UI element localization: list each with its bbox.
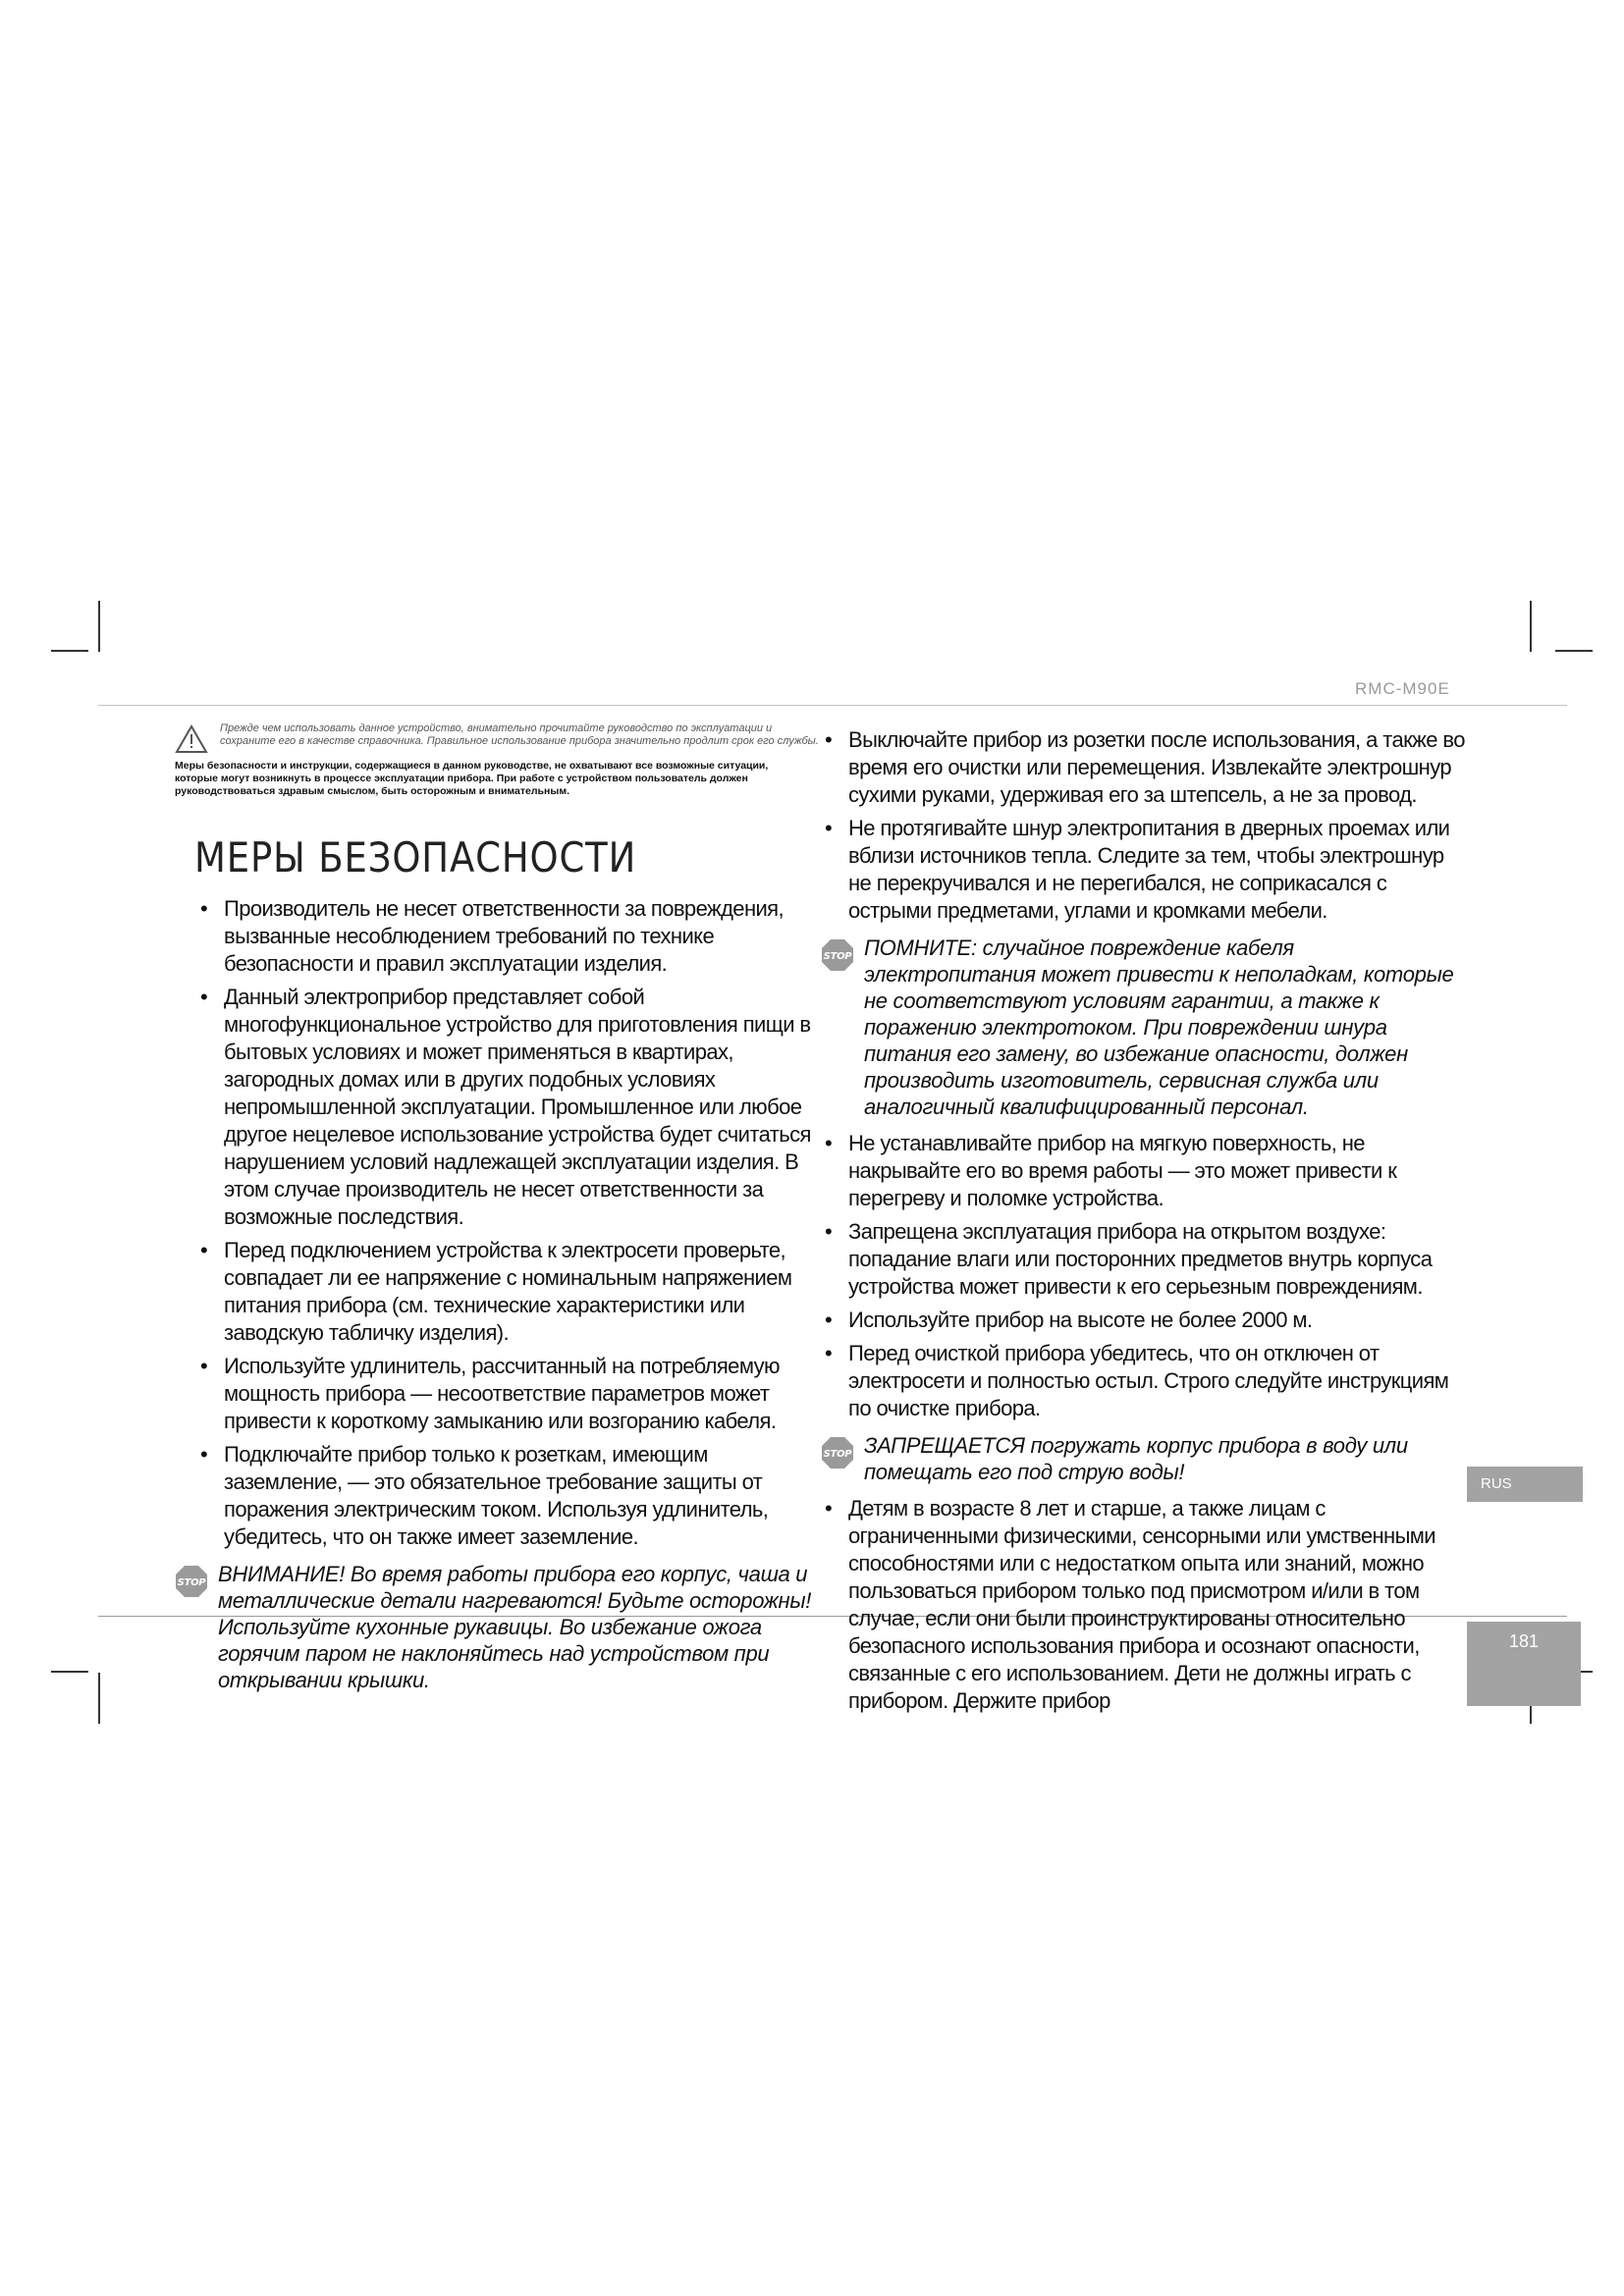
crop-mark: [98, 601, 100, 652]
model-name: RMC-M90E: [1355, 679, 1450, 698]
list-item: • Используйте прибор на высоте не более 2000 м.: [821, 1307, 1469, 1334]
left-bullet-list: [196, 895, 823, 1551]
right-bullet-list-c: [821, 1495, 1469, 1715]
section-title: МЕРЫ БЕЗОПАСНОСТИ: [194, 833, 637, 881]
intro-notice-italic: Прежде чем использовать данное устройство, внимательно прочитайте руководство по эксплуатации и сохраните его в качестве справочника. Правильное использование прибора значительно продлит срок его службы.: [220, 722, 819, 747]
left-column: [175, 722, 823, 1703]
list-item: • Не устанавливайте прибор на мягкую поверхность, не накрывайте его во время работы — это может привести к перегреву и поломке устройства.: [821, 1130, 1469, 1212]
list-item: • Подключайте прибор только к розеткам, имеющим заземление, — это обязательное требование защиты от поражения электрическим током. Используя удлинитель, убедитесь, что он также имеет заземление.: [196, 1441, 823, 1551]
list-item: • Производитель не несет ответственности за повреждения, вызванные несоблюдением требований по технике безопасности и правил эксплуатации изделия.: [196, 895, 823, 978]
stop-warning: [175, 1561, 823, 1693]
list-item: • Перед подключением устройства к электросети проверьте, совпадает ли ее напряжение с номинальным напряжением питания прибора (см. технические характеристики или заводскую табличку изделия).: [196, 1237, 823, 1347]
crop-mark: [1530, 601, 1532, 652]
crop-mark: [51, 1671, 88, 1673]
list-item: • Запрещена эксплуатация прибора на открытом воздухе: попадание влаги или посторонних предметов внутрь корпуса устройства может привести к его серьезным повреждениям.: [821, 1218, 1469, 1301]
crop-mark: [51, 650, 88, 652]
list-item: • Перед очисткой прибора убедитесь, что он отключен от электросети и полностью остыл. Строго следуйте инструкциям по очистке прибора.: [821, 1340, 1469, 1422]
stop-warning: [821, 934, 1469, 1120]
warning-triangle-icon: [175, 724, 208, 754]
list-item: • Используйте удлинитель, рассчитанный на потребляемую мощность прибора — несоответствие параметров может привести к короткому замыканию или возгоранию кабеля.: [196, 1353, 823, 1435]
header-rule: [98, 705, 1567, 706]
crop-mark: [1555, 650, 1593, 652]
stop-warning-text: ЗАПРЕЩАЕТСЯ погружать корпус прибора в воду или помещать его под струю воды!: [864, 1433, 1408, 1484]
stop-sign-icon: [175, 1565, 208, 1598]
stop-warning-text: ПОМНИТЕ: случайное повреждение кабеля электропитания может привести к неполадкам, которые не соответствуют условиям гарантии, а также к поражению электротоком. При повреждении шнура питания его замену, во избежание опасности, должен производить изготовитель, сервисная служба или аналогичный квалифицированный персонал.: [864, 935, 1454, 1119]
stop-warning: [821, 1432, 1469, 1485]
right-bullet-list-a: [821, 726, 1469, 925]
page-number: 181: [1467, 1622, 1581, 1706]
language-tab: RUS: [1467, 1467, 1583, 1502]
right-bullet-list-b: [821, 1130, 1469, 1422]
list-item: • Данный электроприбор представляет собой многофункциональное устройство для приготовления пищи в бытовых условиях и может применяться в квартирах, загородных домах или в других подобных условиях непромышленной эксплуатации. Промышленное или любое другое нецелевое использование устройства будет считаться нарушением условий надлежащей эксплуатации изделия. В этом случае производитель не несет ответственности за возможные последствия.: [196, 984, 823, 1231]
list-item: • Выключайте прибор из розетки после использования, а также во время его очистки или перемещения. Извлекайте электрошнур сухими руками, удерживая его за штепсель, а не за провод.: [821, 726, 1469, 809]
stop-sign-icon: [821, 1436, 854, 1469]
svg-text:STOP: STOP: [823, 1449, 852, 1460]
list-item: • Детям в возрасте 8 лет и старше, а также лицам с ограниченными физическими, сенсорными или умственными способностями или с недостатком опыта или знаний, можно пользоваться прибором только под присмотром и/или в том случае, если они были проинструктированы относительно безопасного использования прибора и осознают опасности, связанные с его использованием. Дети не должны играть с прибором. Держите прибор: [821, 1495, 1469, 1715]
svg-text:STOP: STOP: [177, 1577, 206, 1588]
intro-notice-bold: Меры безопасности и инструкции, содержащиеся в данном руководстве, не охватывают все возможные ситуации, которые могут возникнуть в процессе эксплуатации прибора. При работе с устройством пользователь должен руководствоваться здравым смыслом, быть осторожным и внимательным.: [175, 760, 769, 797]
crop-mark: [98, 1673, 100, 1724]
intro-notice: [175, 722, 823, 754]
stop-warning-text: ВНИМАНИЕ! Во время работы прибора его корпус, чаша и металлические детали нагреваются! Будьте осторожны! Используйте кухонные рукавицы. Во избежание ожога горячим паром не наклоняйтесь над устройством при открывании крышки.: [218, 1562, 812, 1692]
right-column: [821, 726, 1469, 1721]
stop-sign-icon: [821, 938, 854, 972]
list-item: • Не протягивайте шнур электропитания в дверных проемах или вблизи источников тепла. Следите за тем, чтобы электрошнур не перекручивался и не перегибался, не соприкасался с острыми предметами, углами и кромками мебели.: [821, 815, 1469, 925]
svg-text:STOP: STOP: [823, 951, 852, 962]
